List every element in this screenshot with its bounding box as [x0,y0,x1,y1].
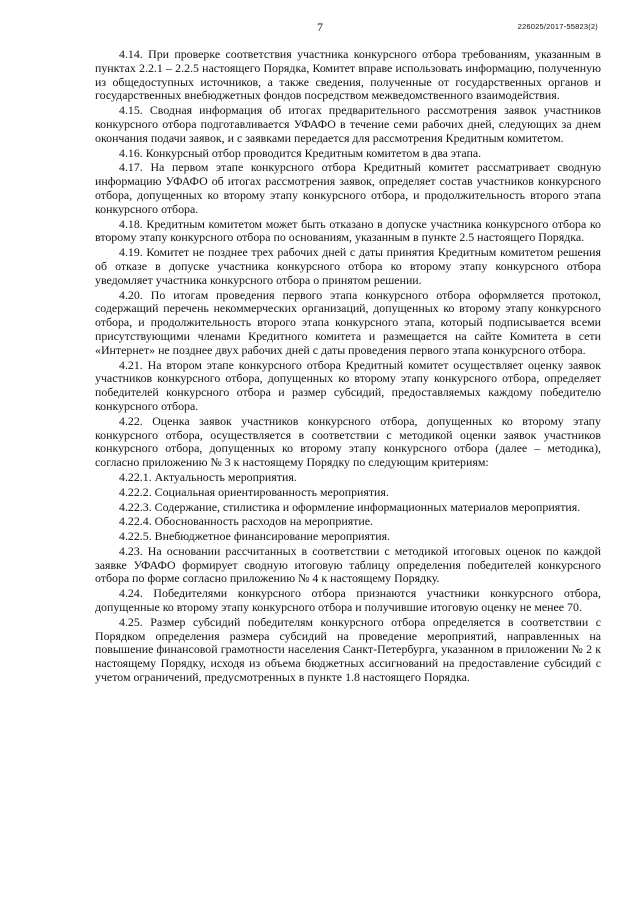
paragraph-4-19: 4.19. Комитет не позднее трех рабочих дней с даты принятия Кредитным комитетом решения об отказе в допуске участника конкурсного отбора ко второму этапу конкурсного отбора уведомляет участника конкурсного отбора о принятом решении. [95,245,601,287]
paragraph-4-22-2: 4.22.2. Социальная ориентированность мероприятия. [119,484,389,499]
paragraph-4-22-3: 4.22.3. Содержание, стилистика и оформление информационных материалов мероприятия. [119,499,581,514]
paragraph-4-22-5: 4.22.5. Внебюджетное финансирование мероприятия. [119,529,391,544]
paragraph-4-15: 4.15. Сводная информация об итогах предварительного рассмотрения заявок участников конкурсного отбора подготавливается УФАФО в течение семи рабочих дней, следующих за днем окончания подачи заявок, и с заявками передается для рассмотрения Кредитным комитетом. [95,103,601,145]
paragraph-4-21: 4.21. На втором этапе конкурсного отбора Кредитный комитет осуществляет оценку заявок участников конкурсного отбора, допущенных ко второму этапу конкурсного отбора, определяет победителей конкурсного отбора и размер субсидий, предоставляемых каждому победителю конкурсного отбора. [95,357,601,413]
paragraph-4-17: 4.17. На первом этапе конкурсного отбора Кредитный комитет рассматривает сводную информацию УФАФО об итогах рассмотрения заявок, определяет состав участников конкурсного отбора, допущенных ко второму этапу конкурсного отбора, и продолжительность второго этапа конкурсного отбора. [95,160,601,216]
paragraph-4-24: 4.24. Победителями конкурсного отбора признаются участники конкурсного отбора, допущенные ко второму этапу конкурсного отбора и получившие итоговую оценку не менее 70. [95,586,601,615]
paragraph-4-23: 4.23. На основании рассчитанных в соответствии с методикой итоговых оценок по каждой заявке УФАФО формирует сводную итоговую таблицу определения победителей конкурсного отбора по форме согласно приложению № 4 к настоящему Порядку. [95,543,601,586]
document-id: 226025/2017-55823(2) [517,22,598,31]
paragraph-4-14: 4.14. При проверке соответствия участника конкурсного отбора требованиям, указанным в пунктах 2.2.1 – 2.2.5 настоящего Порядка, Комитет вправе использовать информацию, полученную из общедоступных источников, а также сведения, полученные от государственных органов и государственных внебюджетных фондов посредством межведомственного взаимодействия. [95,47,601,103]
page-number: 7 [317,20,323,34]
paragraph-4-18: 4.18. Кредитным комитетом может быть отказано в допуске участника конкурсного отбора ко второму этапу конкурсного отбора по основаниям, указанным в пункте 2.5 настоящего Порядка. [95,216,601,245]
paragraph-4-22-1: 4.22.1. Актуальность мероприятия. [119,469,297,484]
paragraph-4-22-4: 4.22.4. Обоснованность расходов на мероприятие. [119,514,373,529]
paragraph-4-22: 4.22. Оценка заявок участников конкурсного отбора, допущенных ко второму этапу конкурсного отбора, осуществляется в соответствии с методикой оценки заявок участников конкурсного отбора, допущенных ко второму этапу конкурсного отбора (далее – методика), согласно приложению № 3 к настоящему Порядку по следующим критериям: [95,413,601,470]
paragraph-4-20: 4.20. По итогам проведения первого этапа конкурсного отбора оформляется протокол, содержащий перечень некоммерческих организаций, допущенных ко второму этапу конкурсного отбора, и продолжительность второго этапа конкурсного этапа, который подписывается всеми присутствующими членами Кредитного комитета и размещается на сайте Комитета в сети «Интернет» не позднее двух рабочих дней с даты проведения первого этапа конкурсного отбора. [95,287,601,357]
paragraph-4-16: 4.16. Конкурсный отбор проводится Кредитным комитетом в два этапа. [119,145,482,160]
paragraph-4-25: 4.25. Размер субсидий победителям конкурсного отбора определяется в соответствии с Порядком определения размера субсидий на проведение мероприятий, направленных на повышение финансовой грамотности населения Санкт-Петербурга, указанном в приложении № 2 к настоящему Порядку, исходя из объема бюджетных ассигнований на предоставление субсидий с учетом ограничений, предусмотренных в пункте 1.8 настоящего Порядка. [95,614,601,685]
document-body [95,48,601,686]
